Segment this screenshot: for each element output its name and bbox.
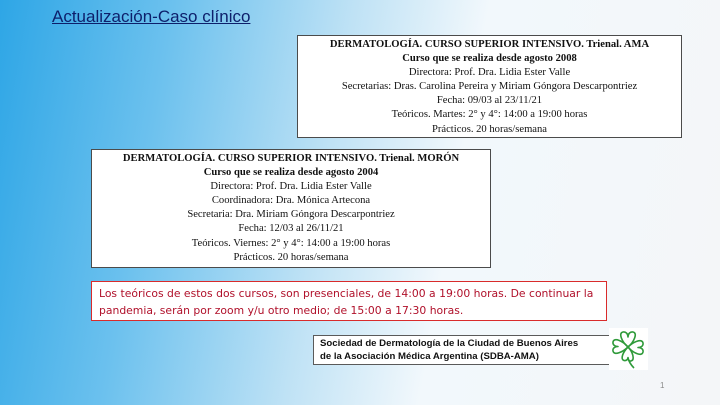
course-ama-heading: DERMATOLOGÍA. CURSO SUPERIOR INTENSIVO. Trienal. AMA bbox=[329, 39, 650, 50]
page-number: 1 bbox=[660, 381, 665, 390]
course-moron-dates: Fecha: 12/03 al 26/11/21 bbox=[238, 223, 344, 235]
society-box bbox=[313, 335, 610, 365]
course-ama-theory: Teóricos. Martes: 2° y 4°: 14:00 a 19:00 horas bbox=[391, 109, 588, 121]
four-leaf-clover-icon bbox=[609, 328, 648, 370]
course-moron-box bbox=[91, 149, 491, 268]
course-moron-practice: Prácticos. 20 horas/semana bbox=[233, 251, 349, 263]
schedule-notice bbox=[91, 281, 607, 321]
course-ama-box bbox=[297, 35, 682, 138]
course-moron-heading: DERMATOLOGÍA. CURSO SUPERIOR INTENSIVO. Trienal. MORÓN bbox=[122, 153, 460, 164]
schedule-notice-line: pandemia, serán por zoom y/u otro medio; de 15:00 a 17:30 horas. bbox=[99, 304, 464, 317]
course-moron-director: Directora: Prof. Dra. Lidia Ester Valle bbox=[210, 181, 372, 193]
course-ama-secretaries: Secretarias: Dras. Carolina Pereira y Miriam Góngora Descarpontriez bbox=[341, 81, 638, 93]
course-moron-since: Curso que se realiza desde agosto 2004 bbox=[203, 167, 379, 179]
society-affiliation: de la Asociación Médica Argentina (SDBA-AMA) bbox=[320, 350, 539, 362]
course-moron-secretary: Secretaria: Dra. Miriam Góngora Descarpontriez bbox=[187, 209, 395, 221]
course-ama-practice: Prácticos. 20 horas/semana bbox=[431, 123, 548, 135]
course-ama-dates: Fecha: 09/03 al 23/11/21 bbox=[436, 95, 543, 107]
course-moron-coordinator: Coordinadora: Dra. Mónica Artecona bbox=[211, 195, 371, 207]
course-ama-since: Curso que se realiza desde agosto 2008 bbox=[402, 53, 577, 65]
course-moron-theory: Teóricos. Viernes: 2° y 4°: 14:00 a 19:00 horas bbox=[191, 237, 391, 249]
society-name: Sociedad de Dermatología de la Ciudad de Buenos Aires bbox=[320, 338, 579, 349]
slide-title: Actualización-Caso clínico bbox=[52, 7, 251, 26]
schedule-notice-line: Los teóricos de estos dos cursos, son presenciales, de 14:00 a 19:00 horas. De continuar la bbox=[99, 287, 594, 300]
course-ama-director: Directora: Prof. Dra. Lidia Ester Valle bbox=[408, 67, 571, 79]
